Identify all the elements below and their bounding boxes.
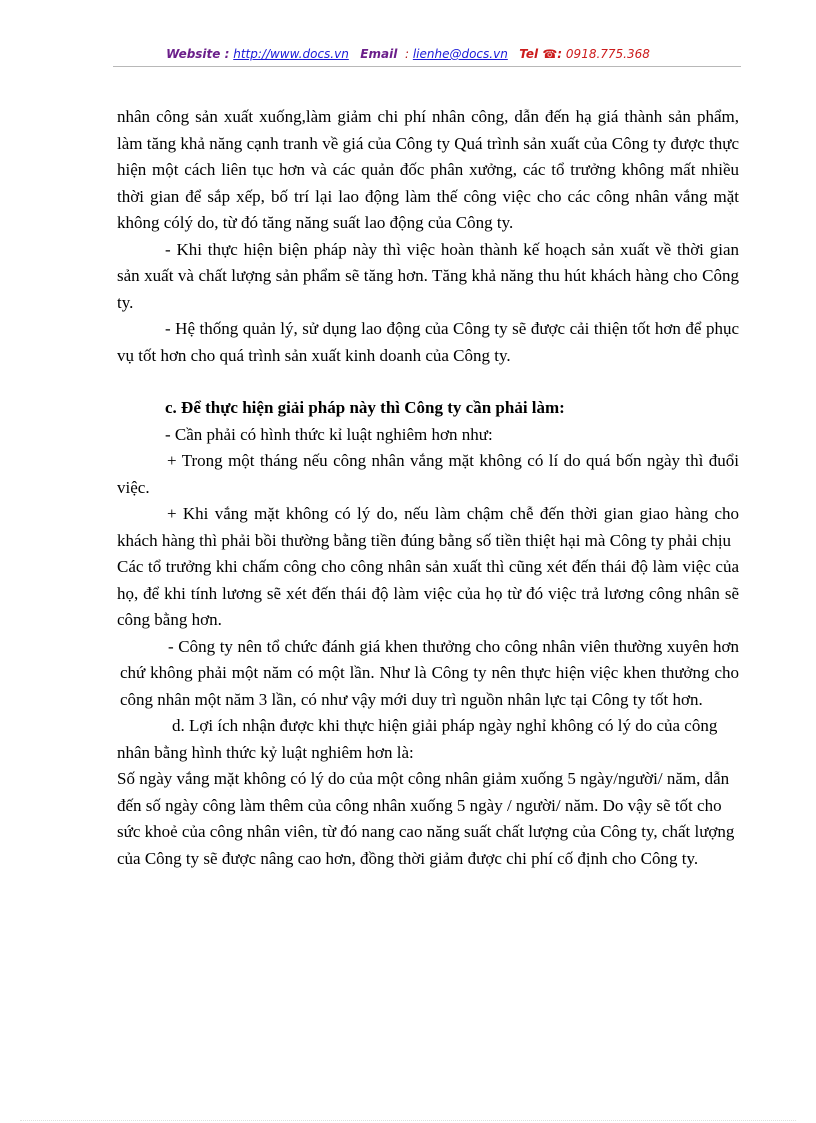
document-body — [117, 104, 739, 872]
paragraph: + Trong một tháng nếu công nhân vắng mặt không có lí do quá bốn ngày thì đuổi việc. — [117, 451, 739, 497]
page-header — [0, 47, 816, 61]
section-heading: c. Để thực hiện giải pháp này thì Công ty cần phải làm: — [165, 398, 565, 417]
paragraph: nhân công sản xuất xuống,làm giảm chi phí nhân công, dẫn đến hạ giá thành sản phẩm, làm tăng khả năng cạnh tranh về giá của Công ty Quá trình sản xuất của Công ty được thực hiện một cách liên tục hơn và các quản đốc phân xưởng, các tổ trưởng không mất nhiều thời gian để sắp xếp, bố trí lại lao động làm thế công việc cho các công nhân vắng mặt không cólý do, từ đó tăng năng suất lao động của Công ty. — [117, 107, 739, 232]
section-heading-d: d. Lợi ích nhận được khi thực hiện giải pháp ngày nghỉ không có lý do của công nhân bằng hình thức kỷ luật nghiêm hơn là: — [117, 716, 718, 762]
email-label: Email — [360, 47, 398, 61]
tel-number: 0918.775.368 — [565, 47, 650, 61]
paragraph: - Khi thực hiện biện pháp này thì việc hoàn thành kế hoạch sản xuất về thời gian sản xuất và chất lượng sản phẩm sẽ tăng hơn. Tăng khả năng thu hút khách hàng cho Công ty. — [117, 239, 739, 312]
tel-label: Tel ☎: — [519, 47, 563, 61]
header-divider — [113, 66, 741, 67]
email-separator: : — [404, 47, 409, 61]
spacer — [117, 369, 739, 395]
paragraph: Các tổ trưởng khi chấm công cho công nhân sản xuất thì cũng xét đến thái độ làm việc của họ, để khi tính lương sẽ xét đến thái độ làm việc của họ từ đó việc trả lương công nhân sẽ công bằng hơn. — [117, 557, 739, 629]
website-link[interactable]: http://www.docs.vn — [233, 47, 349, 61]
website-label: Website : — [166, 47, 230, 61]
email-link[interactable]: lienhe@docs.vn — [412, 47, 508, 61]
paragraph: + Khi vắng mặt không có lý do, nếu làm chậm chễ đến thời gian giao hàng cho khách hàng thì phải bồi thường bằng tiền đúng bằng số tiền thiệt hại mà Công ty phải chịu — [117, 504, 739, 550]
paragraph: - Hệ thống quản lý, sử dụng lao động của Công ty sẽ được cải thiện tốt hơn để phục vụ tốt hơn cho quá trình sản xuất kinh doanh của Công ty. — [117, 319, 739, 365]
paragraph: - Công ty nên tổ chức đánh giá khen thưởng cho công nhân viên thường xuyên hơn chứ không phải một năm có một lần. Như là Công ty nên thực hiện việc khen thưởng cho công nhân một năm 3 lần, có như vậy mới duy trì nguồn nhân lực tại Công ty tốt hơn. — [120, 636, 739, 709]
paragraph: Số ngày vắng mặt không có lý do của một công nhân giảm xuống 5 ngày/người/ năm, dẫn đến số ngày công làm thêm của công nhân xuống 5 ngày / người/ năm. Do vậy sẽ tốt cho sức khoẻ của công nhân viên, từ đó nang cao năng suất chất lượng của Công ty, chất lượng của Công ty sẽ được nâng cao hơn, đồng thời giảm được chi phí cố định cho Công ty. — [117, 769, 735, 868]
footer-divider — [20, 1120, 796, 1121]
paragraph: - Cần phải có hình thức kỉ luật nghiêm hơn như: — [165, 424, 493, 444]
